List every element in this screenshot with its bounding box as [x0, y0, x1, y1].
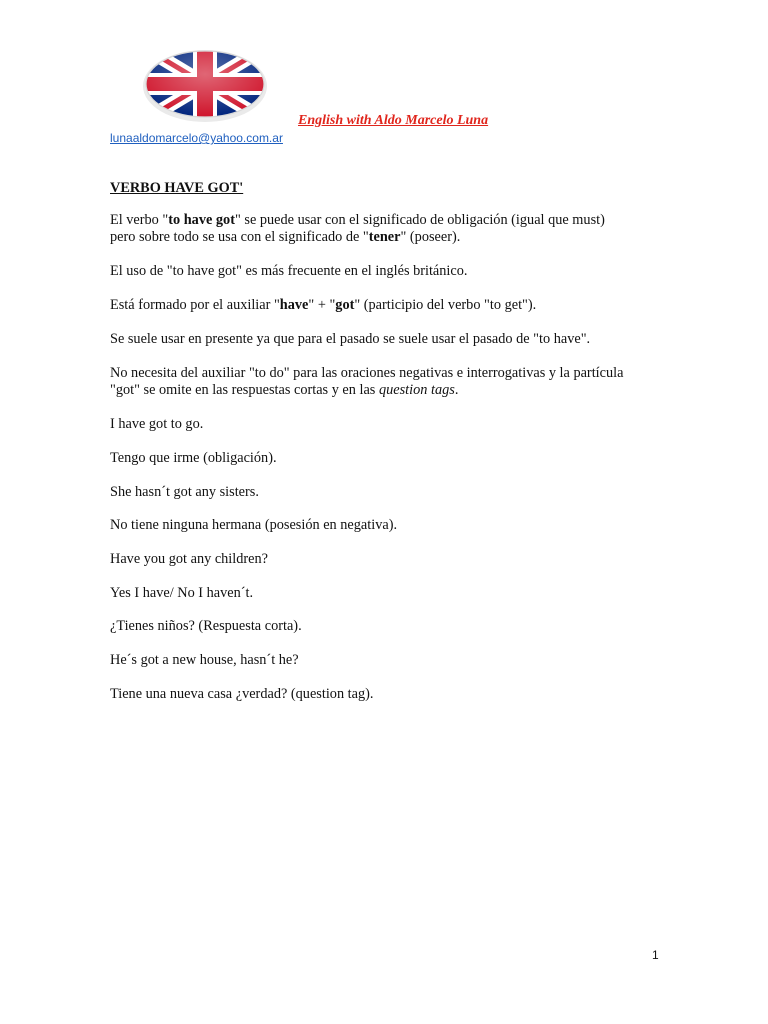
paragraph-formation: Está formado por el auxiliar "have" + "got" (participio del verbo "to get"). [110, 297, 537, 313]
page-number: 1 [652, 948, 659, 962]
example-line: No tiene ninguna hermana (posesión en negativa). [110, 517, 398, 533]
paragraph-definition: El verbo "to have got" se puede usar con el significado de obligación (igual que must) pero sobre todo se usa con el significado de "tener" (poseer). [110, 212, 605, 245]
paragraph-usage: El uso de "to have got" es más frecuente en el inglés británico. [110, 263, 468, 279]
document-heading: VERBO HAVE GOT' [110, 180, 244, 196]
example-line: He´s got a new house, hasn´t he? [110, 652, 299, 668]
example-line: Have you got any children? [110, 551, 269, 567]
example-line: I have got to go. [110, 416, 204, 432]
example-line: Tiene una nueva casa ¿verdad? (question tag). [110, 686, 374, 702]
paragraph-tense: Se suele usar en presente ya que para el pasado se suele usar el pasado de "to have". [110, 331, 591, 347]
union-jack-flag-icon [135, 42, 275, 126]
example-line: She hasn´t got any sisters. [110, 484, 259, 500]
example-line: ¿Tienes niños? (Respuesta corta). [110, 618, 302, 634]
paragraph-auxiliary: No necesita del auxiliar "to do" para las oraciones negativas e interrogativas y la partícula "got" se omite en las respuestas cortas y en las question tags. [110, 365, 624, 398]
email-link[interactable]: lunaaldomarcelo@yahoo.com.ar [110, 131, 283, 145]
site-title: English with Aldo Marcelo Luna [298, 113, 489, 128]
example-line: Tengo que irme (obligación). [110, 450, 277, 466]
example-line: Yes I have/ No I haven´t. [110, 585, 254, 601]
